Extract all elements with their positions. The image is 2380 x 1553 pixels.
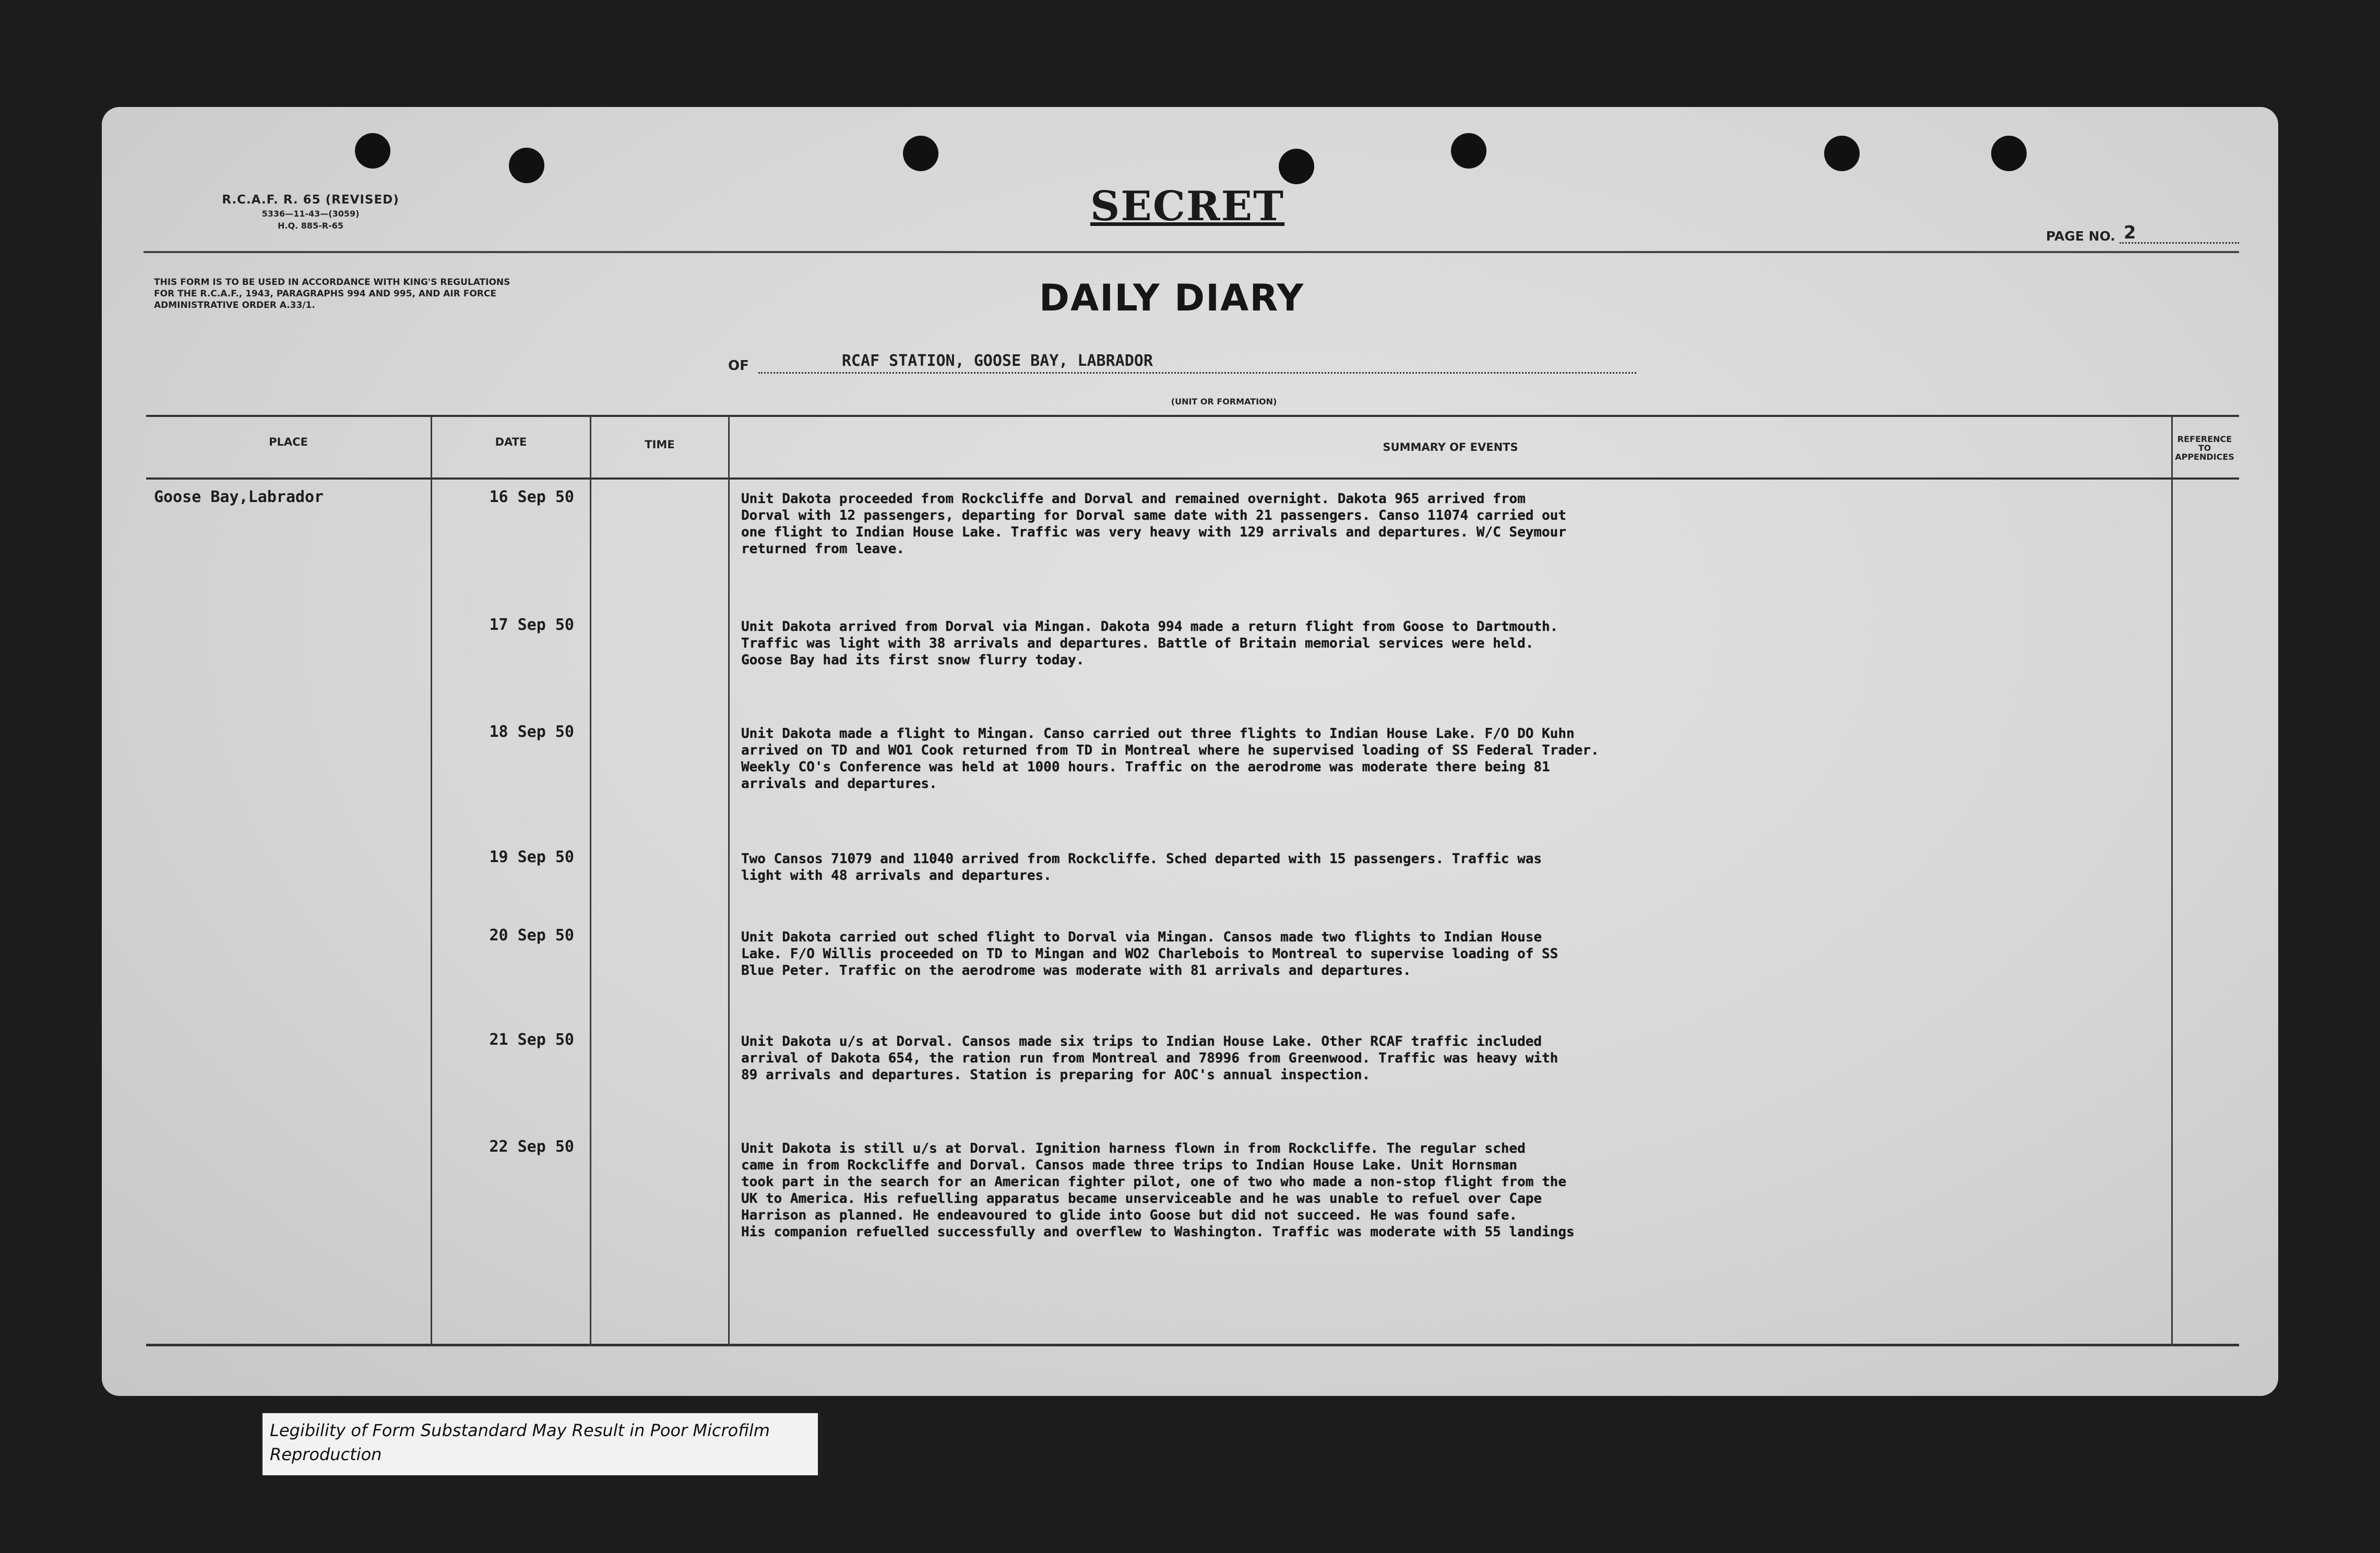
- form-instructions: THIS FORM IS TO BE USED IN ACCORDANCE WITH KING'S REGULATIONS FOR THE R.C.A.F., 1943, PARAGRAPHS 994 AND 995, AND AIR FORCE ADMINISTRATIVE ORDER A.33/1.: [154, 277, 510, 310]
- header-rule: [144, 251, 2239, 253]
- entry-summary: Unit Dakota carried out sched flight to Dorval via Mingan. Cansos made two flights to Indian House Lake. F/O Willis proceeded on TD to Mingan and WO2 Charlebois to Montreal to supervise loading of SS Blue Peter. Traffic on the aerodrome was moderate with 81 arrivals and departures.: [741, 929, 1558, 978]
- punch-hole: [509, 148, 544, 183]
- entry-summary: Unit Dakota made a flight to Mingan. Canso carried out three flights to Indian House Lake. F/O DO Kuhn arrived on TD and WO1 Cook returned from TD in Montreal where he supervised loading of SS Federal Trader. Weekly CO's Conference was held at 1000 hours. Traffic on the aerodrome was moderate there being 81 arrivals and departures.: [741, 726, 1599, 792]
- form-ref-line2: 5336—11-43—(3059): [261, 209, 360, 219]
- col-divider: [590, 415, 591, 1346]
- entry-summary: Unit Dakota arrived from Dorval via Mingan. Dakota 994 made a return flight from Goose to Dartmouth. Traffic was light with 38 arrivals and departures. Battle of Britain memorial services were held. Goose Bay had its first snow flurry today.: [741, 619, 1558, 668]
- unit-caption: (UNIT OR FORMATION): [1171, 397, 1277, 407]
- page-no-value: 2: [2120, 224, 2239, 244]
- entry-summary: Unit Dakota is still u/s at Dorval. Ignition harness flown in from Rockcliffe. The regular sched came in from Rockcliffe and Dorval. Cansos made three trips to Indian House Lake. Unit Hornsman took part in the search for an American fighter pilot, one of two who made a non-stop flight from the UK to America. His refuelling apparatus became unserviceable and he was unable to refuel over Cape Harrison as planned. He endeavoured to glide into Goose but did not succeed. He was found safe. His companion refuelled successfully and overflew to Washington. Traffic was moderate with 55 landings: [741, 1141, 1575, 1240]
- punch-hole: [355, 133, 390, 169]
- header-date: DATE: [495, 436, 527, 448]
- form-ref-line3: H.Q. 885-R-65: [278, 221, 343, 231]
- place-value: Goose Bay,Labrador: [154, 488, 324, 506]
- table-header-rule: [146, 477, 2239, 480]
- col-divider: [2171, 415, 2173, 1346]
- page-title: DAILY DIARY: [1039, 277, 1305, 319]
- diary-table: [146, 415, 2239, 1349]
- page-no-label: PAGE NO.: [2046, 229, 2115, 244]
- entry-date: 18 Sep 50: [489, 723, 574, 741]
- classification-stamp: SECRET: [1090, 183, 1285, 230]
- entry-date: 16 Sep 50: [489, 488, 574, 506]
- entry-summary: Two Cansos 71079 and 11040 arrived from Rockcliffe. Sched departed with 15 passengers. Traffic was light with 48 arrivals and departures.: [741, 851, 1542, 883]
- punch-hole: [1824, 136, 1860, 171]
- page-number: [2046, 224, 2239, 244]
- entry-date: 17 Sep 50: [489, 616, 574, 634]
- punch-hole: [1279, 149, 1314, 184]
- form-reference: [170, 193, 451, 231]
- header-reference: REFERENCE TO APPENDICES: [2175, 434, 2234, 462]
- entry-date: 19 Sep 50: [489, 848, 574, 866]
- entry-date: 21 Sep 50: [489, 1031, 574, 1049]
- punch-hole: [1991, 136, 2027, 171]
- entry-date: 22 Sep 50: [489, 1138, 574, 1156]
- of-label: OF: [728, 358, 749, 374]
- col-divider: [728, 415, 730, 1346]
- unit-value: RCAF STATION, GOOSE BAY, LABRADOR: [758, 352, 1636, 374]
- form-ref-line1: R.C.A.F. R. 65 (REVISED): [222, 193, 399, 207]
- entry-summary: Unit Dakota proceeded from Rockcliffe and Dorval and remained overnight. Dakota 965 arrived from Dorval with 12 passengers, departing for Dorval same date with 21 passengers. Canso 11074 carried out one flight to Indian House Lake. Traffic was very heavy with 129 arrivals and departures. W/C Seymour returned from leave.: [741, 491, 1566, 557]
- col-divider: [431, 415, 432, 1346]
- entry-date: 20 Sep 50: [489, 926, 574, 945]
- unit-row: [728, 352, 1636, 374]
- microfilm-note: Legibility of Form Substandard May Result in Poor Microfilm Reproduction: [261, 1412, 819, 1477]
- table-bottom-rule: [146, 1344, 2239, 1346]
- entry-summary: Unit Dakota u/s at Dorval. Cansos made six trips to Indian House Lake. Other RCAF traffic included arrival of Dakota 654, the ration run from Montreal and 78996 from Greenwood. Traffic was heavy with 89 arrivals and departures. Station is preparing for AOC's annual inspection.: [741, 1034, 1558, 1083]
- table-top-rule: [146, 415, 2239, 417]
- punch-hole: [1451, 133, 1486, 169]
- diary-sheet: [102, 107, 2278, 1396]
- header-time: TIME: [645, 438, 675, 451]
- header-place: PLACE: [269, 436, 308, 448]
- header-summary: SUMMARY OF EVENTS: [1383, 441, 1518, 453]
- punch-hole: [903, 136, 938, 171]
